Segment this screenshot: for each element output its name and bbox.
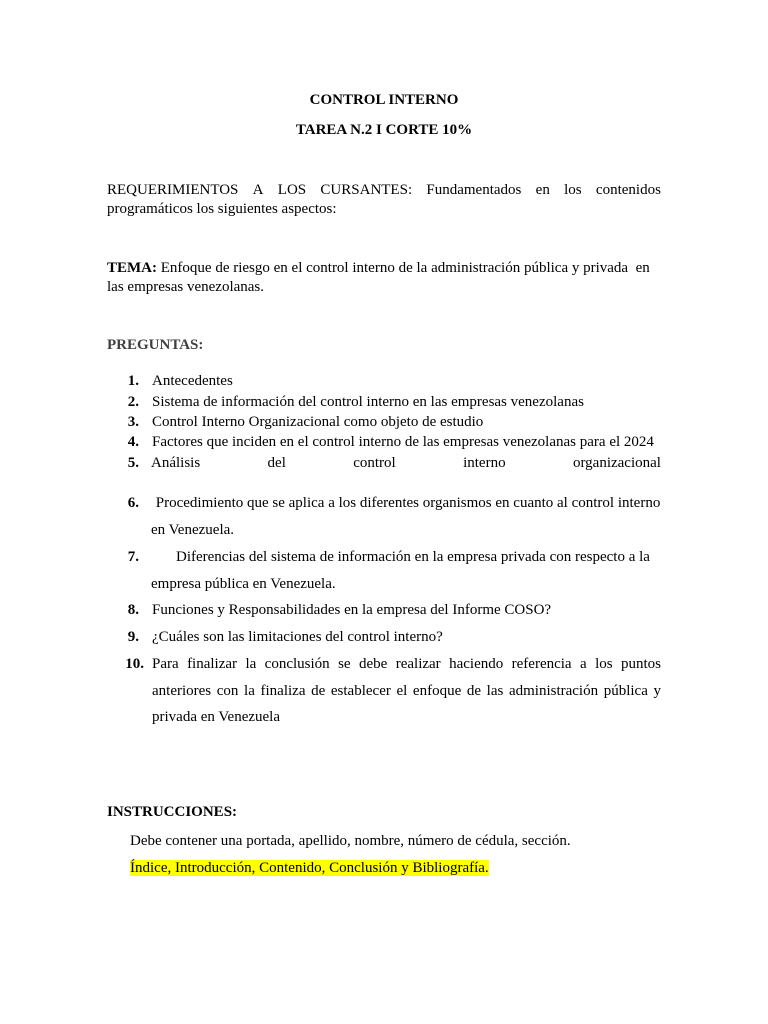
- list-number: 9.: [127, 629, 139, 645]
- questions-list-spaced: [107, 495, 667, 735]
- instrucciones-line-2: [130, 860, 489, 877]
- list-item: [107, 656, 667, 736]
- list-item-text-line-1: Procedimiento que se aplica a los diferentes organismos en cuanto al control interno: [152, 495, 661, 511]
- tema-line-2: las empresas venezolanas.: [107, 279, 265, 295]
- list-item: [107, 414, 667, 434]
- list-number: 4.: [127, 434, 139, 450]
- req-word: REQUERIMIENTOS: [107, 182, 239, 198]
- list-item-text: Control Interno Organizacional como objeto de estudio: [152, 414, 484, 430]
- list-item-text-line-2: empresa pública en Venezuela.: [151, 576, 336, 592]
- list-item: [107, 629, 667, 651]
- word: control: [353, 455, 396, 471]
- highlighted-text: Índice, Introducción, Contenido, Conclusión y Bibliografía.: [130, 860, 489, 876]
- preguntas-heading: PREGUNTAS:: [107, 337, 204, 353]
- instrucciones-heading: INSTRUCCIONES:: [107, 804, 238, 820]
- list-item-text-line-1: Para finalizar la conclusión se debe realizar haciendo referencia a los puntos: [152, 656, 661, 672]
- tema-label: TEMA:: [107, 260, 157, 276]
- list-item: [107, 394, 667, 414]
- list-number: 5.: [127, 455, 139, 471]
- instrucciones-line-1: Debe contener una portada, apellido, nombre, número de cédula, sección.: [130, 833, 571, 849]
- tema-line-1: [107, 259, 661, 278]
- list-item: [107, 602, 667, 624]
- list-number: 7.: [127, 549, 139, 565]
- document-subtitle: TAREA N.2 I CORTE 10%: [295, 122, 473, 138]
- list-item-text: [151, 455, 661, 472]
- list-number: 6.: [127, 495, 139, 511]
- word: del: [267, 455, 286, 471]
- list-number: 2.: [127, 394, 139, 410]
- list-item: [107, 549, 667, 601]
- req-word: CURSANTES:: [320, 182, 413, 198]
- list-number: 1.: [127, 373, 139, 389]
- list-item-text: Antecedentes: [152, 373, 233, 389]
- list-item: [107, 373, 667, 393]
- list-number: 8.: [127, 602, 139, 618]
- word: interno: [463, 455, 506, 471]
- req-word: LOS: [277, 182, 307, 198]
- req-word: en: [535, 182, 550, 198]
- list-item: [107, 455, 667, 475]
- req-word: A: [252, 182, 264, 198]
- list-number: 10.: [125, 656, 144, 672]
- req-word: Fundamentados: [426, 182, 522, 198]
- list-item-text: Funciones y Responsabilidades en la empresa del Informe COSO?: [152, 602, 552, 618]
- list-item-text-line-2: anteriores con la finaliza de establecer el enfoque de las administración pública y: [152, 683, 661, 699]
- questions-list-compact: [107, 373, 667, 478]
- requirements-line-1: [107, 181, 661, 200]
- req-word: contenidos: [595, 182, 661, 198]
- list-item-text: ¿Cuáles son las limitaciones del control interno?: [152, 629, 443, 645]
- list-item-text-line-2: en Venezuela.: [151, 522, 235, 538]
- tema-text-1: Enfoque de riesgo en el control interno de la administración pública y privada en: [157, 260, 650, 276]
- word: organizacional: [572, 455, 661, 471]
- list-item-text-line-1: Diferencias del sistema de información en la empresa privada con respecto a la: [176, 549, 650, 565]
- document-title: CONTROL INTERNO: [309, 92, 459, 108]
- requirements-paragraph: [107, 181, 661, 219]
- list-number: 3.: [127, 414, 139, 430]
- list-item-text-line-3: privada en Venezuela: [152, 709, 280, 725]
- list-item: [107, 495, 667, 547]
- word: Análisis: [151, 455, 201, 471]
- list-item-text: Factores que inciden en el control interno de las empresas venezolanas para el 2024: [152, 434, 654, 450]
- list-item-text: Sistema de información del control interno en las empresas venezolanas: [152, 394, 584, 410]
- list-item: [107, 434, 667, 454]
- requirements-line-2: programáticos los siguientes aspectos:: [107, 201, 337, 217]
- tema-paragraph: [107, 259, 661, 297]
- req-word: los: [564, 182, 582, 198]
